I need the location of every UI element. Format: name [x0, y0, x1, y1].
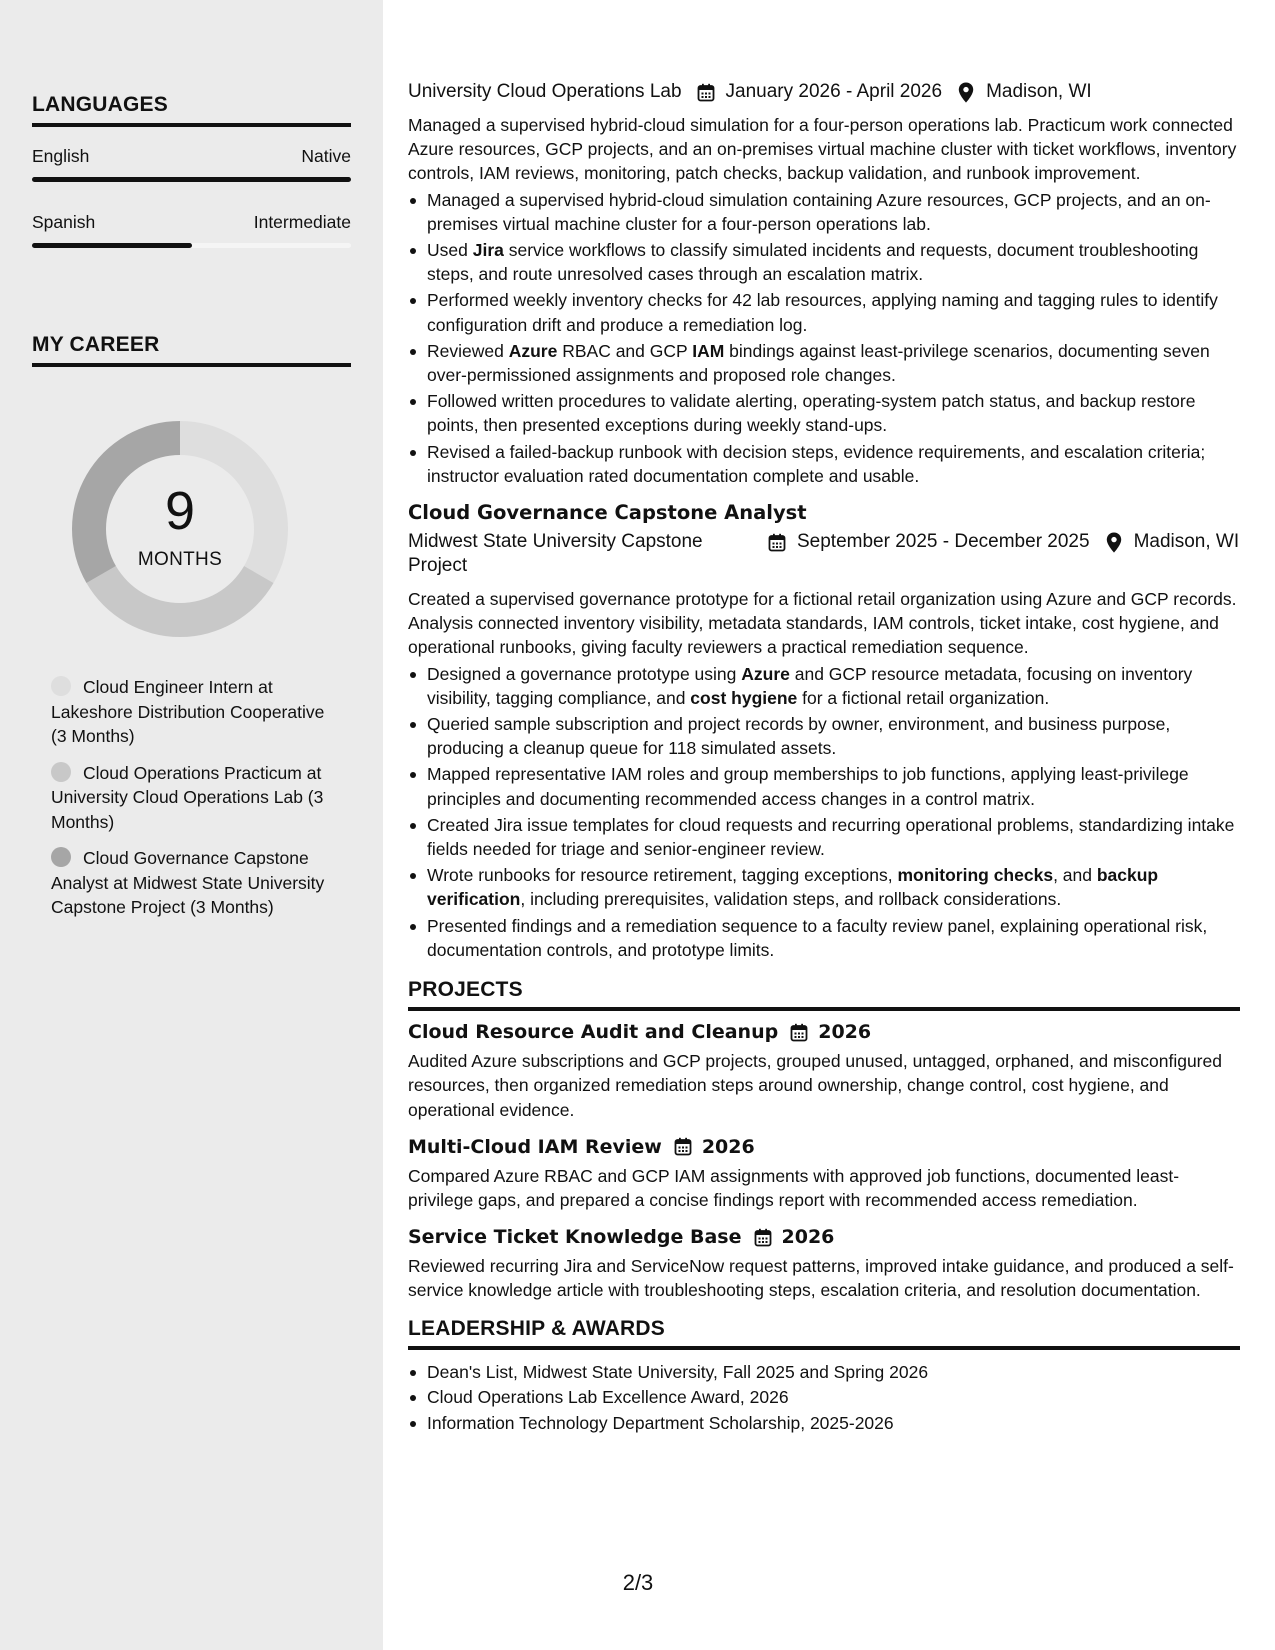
award-item: Information Technology Department Scholarship, 2025-2026 [408, 1411, 1240, 1435]
language-level-fill [32, 177, 351, 182]
bullet-text: Queried sample subscription and project records by owner, environment, and business purpose, producing a cleanup queue for 118 simulated assets. [427, 714, 1171, 759]
job-bullet [408, 288, 1240, 336]
language-level-bar [32, 243, 351, 248]
career-total-months: 9 [164, 481, 196, 541]
language-name: English [32, 146, 90, 166]
job-dates: January 2026 - April 2026 [725, 81, 943, 102]
calendar-icon [767, 530, 787, 554]
sidebar [0, 0, 383, 1650]
legend-swatch [51, 762, 71, 782]
bullet-text: RBAC and GCP [557, 340, 693, 361]
career-heading: MY CAREER [32, 333, 351, 367]
project-description: Compared Azure RBAC and GCP IAM assignments with approved job functions, documented least-privilege gaps, and prepared a concise findings report with recommended access remediation. [408, 1165, 1180, 1210]
calendar-icon [790, 1021, 810, 1043]
job-bullet-list [408, 662, 1240, 962]
bullet-text: Presented findings and a remediation sequence to a faculty review panel, explaining operational risk, documentation controls, and prototype limits. [427, 915, 1208, 960]
job-summary: Managed a supervised hybrid-cloud simulation for a four-person operations lab. Practicum work connected Azure resources, GCP projects, and an on-premises virtual machine cluster with ticket workflows, inventory controls, IAM reviews, monitoring, patch checks, backup validation, and runbook improvement. [408, 115, 1237, 184]
bullet-text: Designed a governance prototype using [427, 663, 742, 684]
career-legend-label: Cloud Governance Capstone Analyst at Midwest State University Capstone Project (3 Months) [51, 848, 325, 917]
project-title: Service Ticket Knowledge Base [408, 1226, 742, 1249]
project-description: Audited Azure subscriptions and GCP projects, grouped unused, untagged, orphaned, and misconfigured resources, then organized remediation steps around ownership, change control, cost hygiene, and operational evidence. [408, 1051, 1222, 1120]
project-year: 2026 [781, 1226, 835, 1249]
experience-entry [408, 80, 1240, 488]
bullet-text: , including prerequisites, validation steps, and rollback considerations. [520, 889, 1062, 910]
job-dates: September 2025 - December 2025 [797, 531, 1090, 553]
calendar-icon [696, 80, 716, 104]
main-content [408, 80, 1240, 1437]
job-bullet [408, 188, 1240, 236]
job-bullet [408, 389, 1240, 437]
career-legend-label: Cloud Engineer Intern at Lakeshore Distribution Cooperative (3 Months) [51, 677, 325, 746]
keyword: Jira [472, 240, 504, 261]
map-pin-icon [1104, 530, 1124, 554]
project-year: 2026 [701, 1135, 755, 1158]
career-legend [51, 675, 336, 932]
language-level-bar [32, 177, 351, 182]
job-organization: University Cloud Operations Lab [408, 81, 682, 102]
keyword: IAM [692, 340, 725, 361]
bullet-text: service workflows to classify simulated incidents and requests, document troubleshooting steps, and route unresolved cases through an escalation matrix. [427, 240, 1199, 285]
career-donut-segment [86, 566, 273, 637]
award-item: Cloud Operations Lab Excellence Award, 2026 [408, 1385, 1240, 1409]
award-item: Dean's List, Midwest State University, Fall 2025 and Spring 2026 [408, 1360, 1240, 1384]
bullet-text: for a fictional retail organization. [797, 687, 1050, 708]
keyword: Azure [508, 340, 558, 361]
awards-list [408, 1360, 1240, 1436]
bullet-text: Used [427, 240, 473, 261]
project-entry [408, 1224, 1240, 1302]
job-bullet-list [408, 188, 1240, 488]
career-total-unit: MONTHS [137, 549, 223, 570]
keyword: monitoring checks [897, 865, 1054, 886]
job-location: Madison, WI [1133, 531, 1240, 553]
job-bullet [408, 238, 1240, 286]
career-legend-label: Cloud Operations Practicum at University Cloud Operations Lab (3 Months) [51, 762, 324, 832]
language-name: Spanish [32, 212, 96, 232]
bullet-text: , and [1053, 865, 1097, 886]
career-legend-item [51, 761, 336, 835]
job-bullet [408, 662, 1240, 710]
bullet-text: Revised a failed-backup runbook with decision steps, evidence requirements, and escalation criteria; instructor evaluation rated documentation complete and usable. [427, 441, 1206, 486]
languages-heading: LANGUAGES [32, 93, 351, 127]
job-bullet [408, 440, 1240, 488]
job-bullet [408, 712, 1240, 760]
map-pin-icon [956, 80, 976, 104]
language-level-fill [32, 243, 192, 248]
project-header [408, 1224, 1240, 1250]
project-title: Cloud Resource Audit and Cleanup [408, 1021, 779, 1044]
legend-swatch [51, 847, 71, 867]
project-entry [408, 1134, 1240, 1212]
project-entry [408, 1019, 1240, 1122]
career-legend-item [51, 675, 336, 749]
calendar-icon [754, 1226, 774, 1248]
job-title: Cloud Governance Capstone Analyst [408, 501, 807, 525]
project-description: Reviewed recurring Jira and ServiceNow request patterns, improved intake guidance, and produced a self-service knowledge article with troubleshooting steps, escalation criteria, and resolution documentation. [408, 1256, 1234, 1301]
job-organization: Midwest State University Capstone Project [408, 531, 703, 577]
job-bullet [408, 813, 1240, 861]
job-location: Madison, WI [986, 81, 1092, 102]
language-level: Native [301, 146, 351, 166]
keyword: Azure [741, 663, 790, 684]
experience-entry [408, 500, 1240, 962]
bullet-text: and GCP resource metadata, focusing on inventory visibility, tagging compliance, and [427, 663, 1193, 708]
job-bullet [408, 863, 1240, 911]
keyword: backup verification [427, 865, 1159, 910]
project-header [408, 1134, 1240, 1160]
project-year: 2026 [818, 1021, 872, 1044]
bullet-text: Performed weekly inventory checks for 42 lab resources, applying naming and tagging rules to identify configuration drift and produce a remediation log. [427, 290, 1218, 335]
job-bullet [408, 339, 1240, 387]
bullet-text: Created Jira issue templates for cloud requests and recurring operational problems, standardizing intake fields needed for triage and senior-engineer review. [427, 814, 1235, 860]
projects-heading: PROJECTS [408, 978, 1240, 1011]
job-bullet [408, 914, 1240, 962]
legend-swatch [51, 676, 71, 696]
awards-heading: LEADERSHIP & AWARDS [408, 1317, 1240, 1350]
job-meta [408, 530, 1240, 578]
job-meta [408, 80, 1240, 104]
keyword: cost hygiene [690, 687, 798, 708]
project-header [408, 1019, 1240, 1045]
project-title: Multi-Cloud IAM Review [408, 1135, 662, 1158]
page-number: 2/3 [622, 1570, 654, 1595]
bullet-text: bindings against least-privilege scenarios, documenting seven over-permissioned assignments and proposed role changes. [427, 340, 1210, 386]
calendar-icon [674, 1136, 694, 1158]
language-row [32, 146, 351, 167]
bullet-text: Mapped representative IAM roles and group memberships to job functions, applying least-privilege principles and documenting recommended access changes in a control matrix. [427, 764, 1189, 809]
career-legend-item [51, 846, 336, 920]
bullet-text: Wrote runbooks for resource retirement, tagging exceptions, [427, 865, 898, 886]
language-row [32, 212, 351, 233]
bullet-text: Managed a supervised hybrid-cloud simulation containing Azure resources, GCP projects, and an on-premises virtual machine cluster for a four-person operations lab. [427, 189, 1211, 234]
job-summary: Created a supervised governance prototype for a fictional retail organization using Azure and GCP records. Analysis connected inventory visibility, metadata standards, IAM controls, ticket intake, cost hygiene, and operational runbooks, giving faculty reviewers a practical remediation sequence. [408, 589, 1237, 658]
bullet-text: Reviewed [427, 340, 509, 361]
language-level: Intermediate [253, 212, 351, 232]
bullet-text: Followed written procedures to validate alerting, operating-system patch status, and backup restore points, then presented exceptions during weekly stand-ups. [427, 391, 1196, 436]
job-bullet [408, 762, 1240, 810]
